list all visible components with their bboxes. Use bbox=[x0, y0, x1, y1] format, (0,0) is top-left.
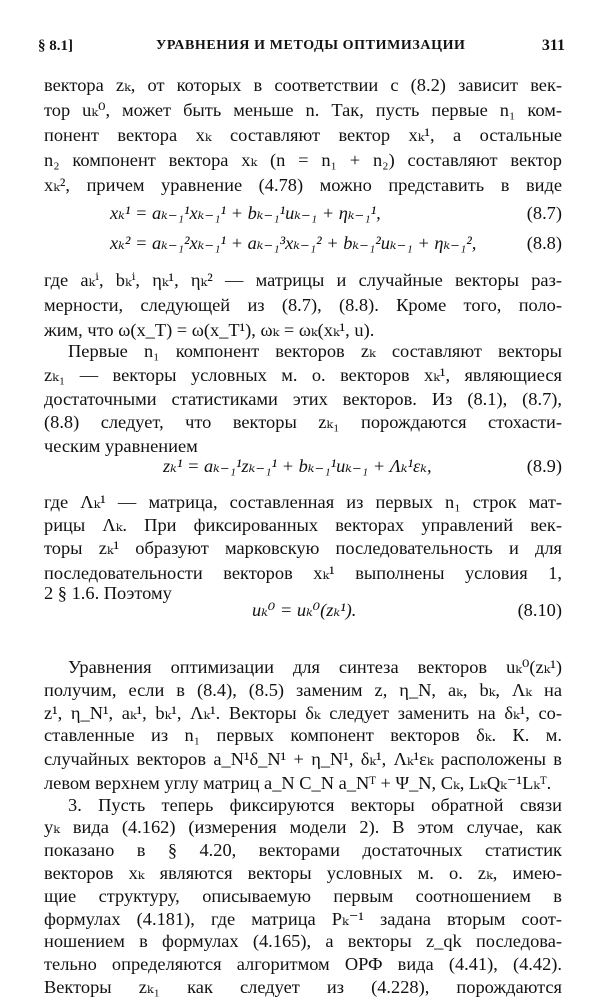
text-line: n₂ компонент вектора xₖ (n = n₁ + n₂) составляют вектор bbox=[44, 150, 562, 170]
text-line: Первые n₁ компонент векторов zₖ составляют векторы bbox=[68, 341, 562, 361]
equation-8-10: uₖ⁰ = uₖ⁰(zₖ¹). bbox=[252, 600, 357, 620]
text-line: где Λₖ¹ — матрица, составленная из первых n₁ строк мат- bbox=[44, 492, 562, 512]
text-line: рицы Λₖ. При фиксированных векторах управлений век- bbox=[44, 515, 562, 535]
equation-8-8: xₖ² = aₖ₋₁²xₖ₋₁¹ + aₖ₋₁³xₖ₋₁² + bₖ₋₁²uₖ₋₁ + ηₖ₋₁², bbox=[110, 233, 477, 253]
text-line: тор uₖ⁰, может быть меньше n. Так, пусть первые n₁ ком- bbox=[44, 100, 562, 120]
text-line: достаточными статистиками этих векторов. Из (8.1), (8.7), bbox=[44, 389, 562, 409]
equation-number: (8.10) bbox=[517, 600, 562, 620]
text-line: ношением в формулах (4.165), а векторы z_qk последова- bbox=[44, 931, 562, 951]
text-line: понент вектора xₖ составляют вектор xₖ¹, а остальные bbox=[44, 125, 562, 145]
text-line: Векторы zₖ₁ как следует из (4.228), порождаются bbox=[44, 977, 562, 997]
text-line: z¹, η_N¹, aₖ¹, bₖ¹, Λₖ¹. Векторы δₖ следует заменить на δₖ¹, со- bbox=[44, 703, 562, 723]
text-line: тельно определяются алгоритмом ОРФ вида (4.41), (4.42). bbox=[44, 954, 562, 974]
text-line: zₖ₁ — векторы условных м. о. векторов xₖ¹, являющиеся bbox=[44, 365, 562, 385]
text-line: ставленные из n₁ первых компонент векторов δₖ. К. м. bbox=[44, 725, 562, 745]
text-line: показано в § 4.20, векторами достаточных статистик bbox=[44, 840, 562, 860]
text-line: щие структуру, описываемую первым соотношением в bbox=[44, 886, 562, 906]
running-header bbox=[38, 38, 565, 62]
text-line: случайных векторов a_N¹δ_N¹ + η_N¹, δₖ¹, Λₖ¹εₖ расположены в bbox=[44, 749, 562, 769]
text-line: yₖ вида (4.162) (измерения модели 2). В этом случае, как bbox=[44, 817, 562, 837]
text-line: 2 § 1.6. Поэтому bbox=[44, 583, 172, 603]
text-line: торы zₖ¹ образуют марковскую последовательность и для bbox=[44, 538, 562, 558]
text-line: получим, если в (8.4), (8.5) заменим z, η_N, aₖ, bₖ, Λₖ на bbox=[44, 680, 562, 700]
text-line: формулах (4.181), где матрица Pₖ⁻¹ задана вторым соот- bbox=[44, 909, 562, 929]
text-line: 3. Пусть теперь фиксируются векторы обратной связи bbox=[68, 795, 562, 815]
equation-8-7: xₖ¹ = aₖ₋₁¹xₖ₋₁¹ + bₖ₋₁¹uₖ₋₁ + ηₖ₋₁¹, bbox=[110, 203, 381, 223]
text-line: мерности, следующей из (8.7), (8.8). Кроме того, поло- bbox=[44, 295, 562, 315]
text-line: последовательности векторов xₖ¹ выполнены условия 1, bbox=[44, 563, 562, 583]
text-line: где aₖⁱ, bₖⁱ, ηₖ¹, ηₖ² — матрицы и случайные векторы раз- bbox=[44, 270, 562, 290]
text-line: вектора zₖ, от которых в соответствии с (8.2) зависит век- bbox=[44, 75, 562, 95]
text-line: левом верхнем углу матриц a_N C_N a_Nᵀ + Ψ_N, Cₖ, LₖQₖ⁻¹Lₖᵀ. bbox=[44, 773, 552, 793]
page-number: 311 bbox=[541, 37, 565, 54]
text-line: жим, что ω(x_T) = ω(x_T¹), ωₖ = ωₖ(xₖ¹, u). bbox=[44, 320, 375, 340]
equation-number: (8.8) bbox=[526, 233, 562, 253]
section-ref: § 8.1] bbox=[38, 38, 73, 54]
text-line: ческим уравнением bbox=[44, 436, 198, 456]
text-line: Уравнения оптимизации для синтеза векторов uₖ⁰(zₖ¹) bbox=[68, 657, 562, 677]
equation-8-9: zₖ¹ = aₖ₋₁¹zₖ₋₁¹ + bₖ₋₁¹uₖ₋₁ + Λₖ¹εₖ, bbox=[163, 456, 432, 476]
equation-number: (8.7) bbox=[526, 203, 562, 223]
equation-number: (8.9) bbox=[526, 456, 562, 476]
text-line: xₖ², причем уравнение (4.78) можно представить в виде bbox=[44, 175, 562, 195]
text-line: векторов xₖ являются векторы условных м. о. zₖ, имею- bbox=[44, 863, 562, 883]
text-line: (8.8) следует, что векторы zₖ₁ порождаются стохасти- bbox=[44, 412, 562, 432]
chapter-title: УРАВНЕНИЯ И МЕТОДЫ ОПТИМИЗАЦИИ bbox=[156, 38, 466, 53]
